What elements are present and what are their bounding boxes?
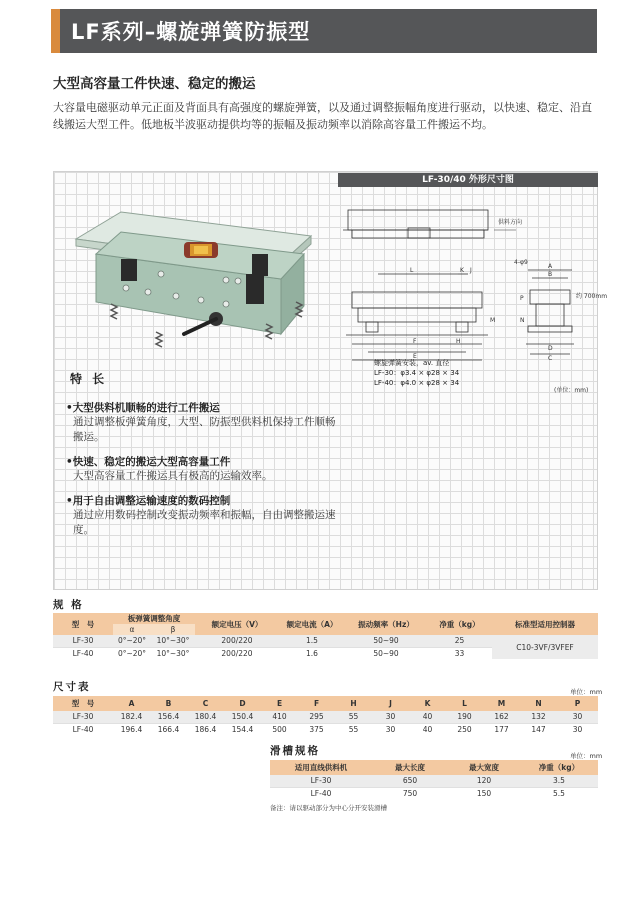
table-cell: 650 bbox=[372, 775, 448, 787]
dim-letter-E: E bbox=[413, 353, 417, 360]
hole-label: 4-φ9 bbox=[514, 259, 528, 266]
table-cell: 30 bbox=[557, 723, 598, 735]
table-cell: 200/220 bbox=[195, 647, 279, 659]
feature-description: 通过调整板弹簧角度，大型、防振型供料机保持工件顺畅搬运。 bbox=[73, 416, 336, 443]
spec-header-frequency: 振动频率（Hz） bbox=[345, 613, 427, 635]
feature-description: 通过应用数码控制改变振动频率和振幅，自由调整搬运速度。 bbox=[73, 509, 336, 536]
table-cell: 50~90 bbox=[345, 647, 427, 659]
dimensions-table bbox=[53, 696, 598, 735]
spring-note-title: 螺旋弹簧安装，av. 直径 bbox=[374, 359, 450, 367]
title-accent bbox=[51, 9, 60, 53]
spec-header-current: 额定电流（A） bbox=[279, 613, 345, 635]
table-cell: 1.6 bbox=[279, 647, 345, 659]
dim-header: F bbox=[298, 696, 335, 711]
dim-header: C bbox=[187, 696, 224, 711]
chute-table bbox=[270, 760, 598, 799]
dim-header: H bbox=[335, 696, 372, 711]
table-row bbox=[270, 775, 598, 787]
dim-header: B bbox=[150, 696, 187, 711]
table-cell: 182.4 bbox=[113, 711, 150, 723]
table-cell: 295 bbox=[298, 711, 335, 723]
table-cell: LF-30 bbox=[53, 711, 113, 723]
size-700-label: 约 700mm bbox=[576, 293, 608, 300]
spec-header-angle: 板弹簧调整角度 bbox=[113, 613, 195, 624]
table-cell: LF-30 bbox=[53, 635, 113, 647]
table-cell: 55 bbox=[335, 723, 372, 735]
table-cell: 30 bbox=[372, 723, 409, 735]
dimensions-unit: 单位：mm bbox=[570, 688, 603, 696]
table-cell: 166.4 bbox=[150, 723, 187, 735]
table-cell: 162 bbox=[483, 711, 520, 723]
table-cell: 1.5 bbox=[279, 635, 345, 647]
chute-title: 滑槽规格 bbox=[270, 745, 320, 757]
table-cell: 3.5 bbox=[520, 775, 598, 787]
dimensions-title: 尺寸表 bbox=[53, 681, 91, 693]
title-bar bbox=[51, 9, 597, 53]
table-cell: 177 bbox=[483, 723, 520, 735]
subheading: 大型高容量工件快速、稳定的搬运 bbox=[53, 76, 256, 92]
chute-unit: 单位：mm bbox=[570, 752, 603, 760]
table-cell: 190 bbox=[446, 711, 483, 723]
table-cell: 410 bbox=[261, 711, 298, 723]
feature-item bbox=[66, 455, 336, 484]
dim-header: K bbox=[409, 696, 446, 711]
dim-letter-C: C bbox=[548, 355, 553, 362]
table-cell: 500 bbox=[261, 723, 298, 735]
feature-item bbox=[66, 401, 336, 445]
spec-header-weight: 净重（kg） bbox=[427, 613, 492, 635]
table-cell: 132 bbox=[520, 711, 557, 723]
spring-spec-lf40: LF-40：φ4.0 × φ28 × 34 bbox=[374, 379, 460, 387]
table-cell: 33 bbox=[427, 647, 492, 659]
spec-header-model: 型 号 bbox=[53, 613, 113, 635]
dim-letter-L: L bbox=[410, 267, 414, 274]
table-cell: 30 bbox=[557, 711, 598, 723]
dim-letter-D: D bbox=[548, 345, 553, 352]
page-title: LF系列–螺旋弹簧防振型 bbox=[71, 20, 311, 44]
table-cell: 180.4 bbox=[187, 711, 224, 723]
feature-item bbox=[66, 494, 336, 538]
specs-table bbox=[53, 613, 598, 659]
chute-header: 最大长度 bbox=[372, 760, 448, 775]
features-title: 特 长 bbox=[70, 372, 108, 386]
table-cell: 147 bbox=[520, 723, 557, 735]
dim-header: N bbox=[520, 696, 557, 711]
dim-letter-H: H bbox=[456, 338, 461, 345]
product-photo bbox=[66, 184, 336, 364]
table-cell: 40 bbox=[409, 723, 446, 735]
dim-letter-F: F bbox=[413, 338, 417, 345]
dim-letter-N: N bbox=[520, 317, 525, 324]
table-cell: LF-40 bbox=[53, 647, 113, 659]
spring-note bbox=[374, 358, 459, 388]
dim-header: J bbox=[372, 696, 409, 711]
table-cell: LF-40 bbox=[270, 787, 372, 799]
features-section bbox=[66, 370, 336, 548]
feature-heading: •用于自由调整运输速度的数码控制 bbox=[66, 495, 231, 507]
feature-description: 大型高容量工件搬运具有极高的运输效率。 bbox=[73, 470, 273, 482]
dim-header: E bbox=[261, 696, 298, 711]
table-cell: 10°~30° bbox=[151, 647, 195, 659]
dim-header: L bbox=[446, 696, 483, 711]
dim-header: D bbox=[224, 696, 261, 711]
dim-letter-B: B bbox=[548, 271, 553, 278]
dimension-drawing-title: LF-30/40 外形尺寸图 bbox=[338, 173, 598, 187]
feed-direction-label: 供料方向 bbox=[498, 219, 523, 226]
spring-spec-lf30: LF-30：φ3.4 × φ28 × 34 bbox=[374, 369, 460, 377]
drawing-unit: (单位：mm) bbox=[554, 387, 589, 394]
table-cell: 150 bbox=[448, 787, 520, 799]
table-cell: 10°~30° bbox=[151, 635, 195, 647]
dim-header: M bbox=[483, 696, 520, 711]
table-row bbox=[270, 787, 598, 799]
table-cell: 250 bbox=[446, 723, 483, 735]
table-cell: 120 bbox=[448, 775, 520, 787]
chute-note: 备注：请以驱动部分为中心分开安装滑槽 bbox=[270, 804, 387, 812]
feature-heading: •大型供料机顺畅的进行工件搬运 bbox=[66, 402, 220, 414]
chute-header: 适用直线供料机 bbox=[270, 760, 372, 775]
specs-title: 规 格 bbox=[53, 599, 84, 611]
table-cell: LF-30 bbox=[270, 775, 372, 787]
chute-header-row bbox=[270, 760, 598, 775]
dim-header: A bbox=[113, 696, 150, 711]
dimensions-header-row bbox=[53, 696, 598, 711]
table-cell: 154.4 bbox=[224, 723, 261, 735]
controller-cell: C10-3VF/3VFEF bbox=[492, 635, 598, 659]
dim-header: 型 号 bbox=[53, 696, 113, 711]
spec-header-controller: 标准型适用控制器 bbox=[492, 613, 598, 635]
spec-subheader-beta: β bbox=[151, 624, 195, 635]
dim-letter-P: P bbox=[520, 295, 524, 302]
table-cell: 40 bbox=[409, 711, 446, 723]
product-panel bbox=[53, 171, 608, 590]
spec-header-voltage: 额定电压（V） bbox=[195, 613, 279, 635]
table-row bbox=[53, 711, 598, 723]
table-cell: 25 bbox=[427, 635, 492, 647]
table-cell: 0°~20° bbox=[113, 635, 151, 647]
feature-heading: •快速、稳定的搬运大型高容量工件 bbox=[66, 456, 231, 468]
table-cell: 200/220 bbox=[195, 635, 279, 647]
dim-letter-A: A bbox=[548, 263, 553, 270]
chute-header: 最大宽度 bbox=[448, 760, 520, 775]
table-cell: 186.4 bbox=[187, 723, 224, 735]
table-row bbox=[53, 635, 598, 647]
chute-header: 净重（kg） bbox=[520, 760, 598, 775]
table-cell: LF-40 bbox=[53, 723, 113, 735]
table-cell: 50~90 bbox=[345, 635, 427, 647]
table-cell: 5.5 bbox=[520, 787, 598, 799]
table-row bbox=[53, 723, 598, 735]
table-cell: 55 bbox=[335, 711, 372, 723]
spec-subheader-alpha: α bbox=[113, 624, 151, 635]
table-cell: 150.4 bbox=[224, 711, 261, 723]
dim-header: P bbox=[557, 696, 598, 711]
intro-paragraph: 大容量电磁驱动单元正面及背面具有高强度的螺旋弹簧，以及通过调整振幅角度进行驱动，以快速、稳定、沿直线搬运大型工件。低地板半波驱动提供均等的振幅及振动频率以消除高容量工件搬运不均。 bbox=[53, 101, 592, 131]
table-cell: 30 bbox=[372, 711, 409, 723]
table-cell: 0°~20° bbox=[113, 647, 151, 659]
dim-letter-K: K bbox=[460, 267, 464, 274]
dim-letter-M: M bbox=[490, 317, 496, 324]
table-cell: 750 bbox=[372, 787, 448, 799]
table-cell: 156.4 bbox=[150, 711, 187, 723]
table-cell: 375 bbox=[298, 723, 335, 735]
dim-letter-J: J bbox=[470, 267, 472, 274]
table-cell: 196.4 bbox=[113, 723, 150, 735]
